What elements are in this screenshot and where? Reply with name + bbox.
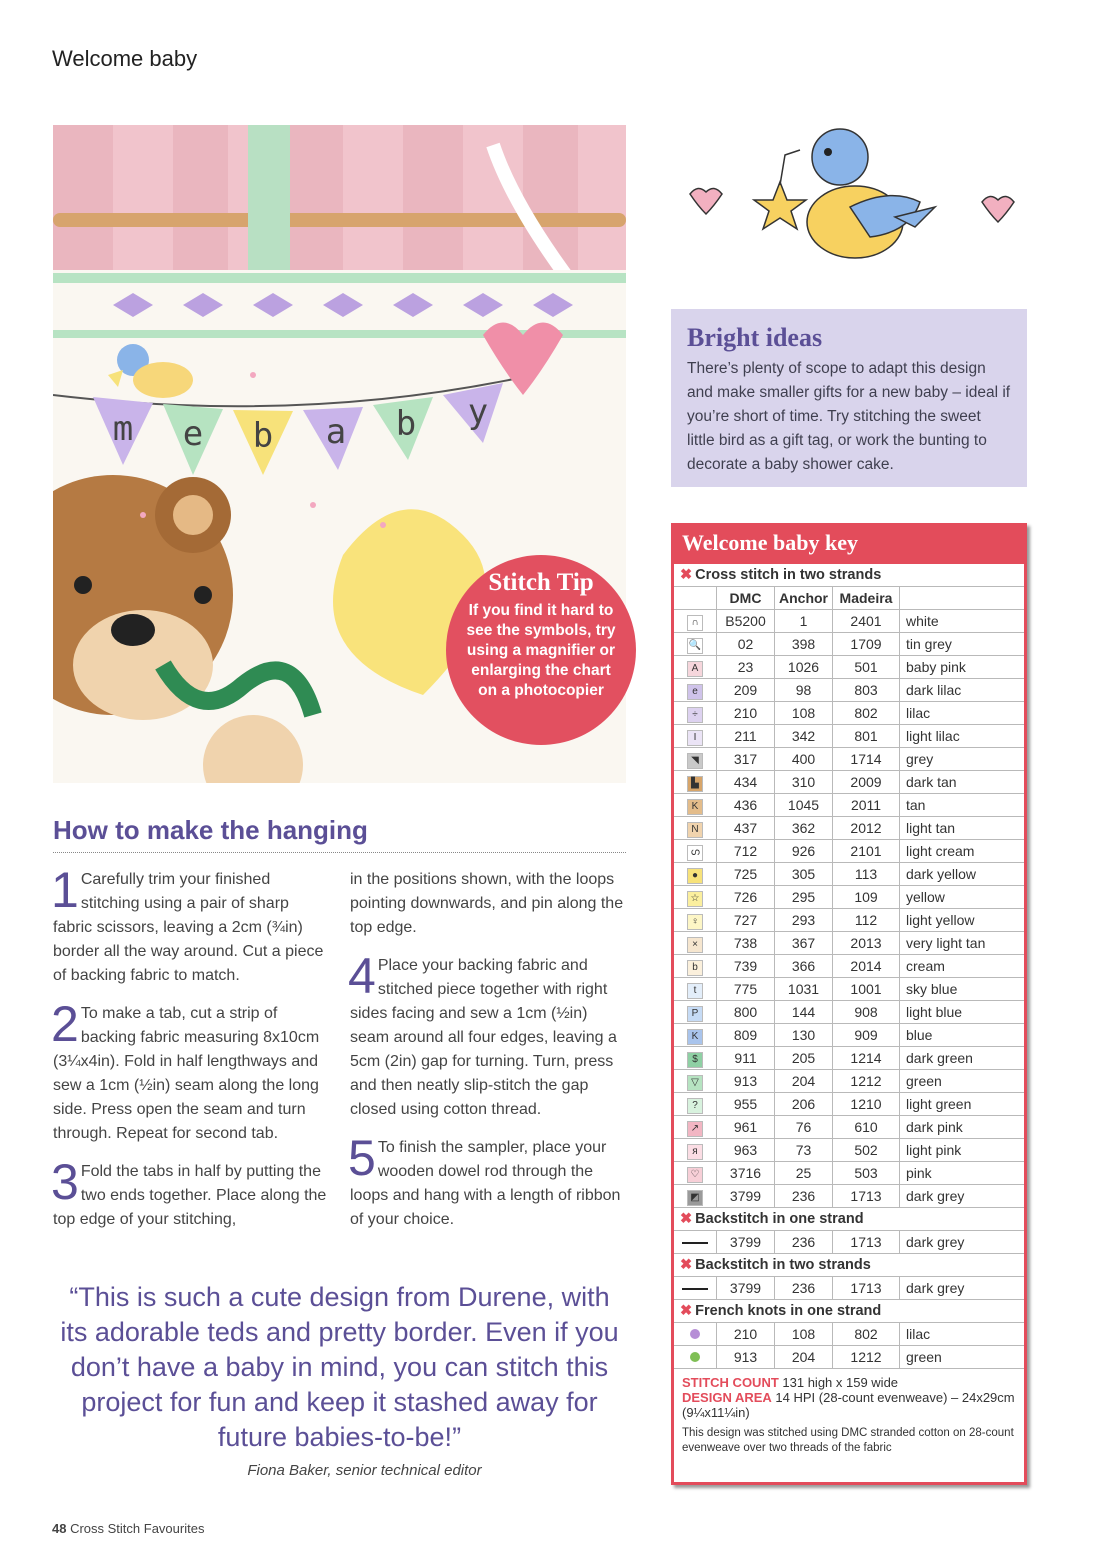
madeira-cell: 2014 (833, 955, 900, 978)
chart-symbol-icon: ◩ (687, 1190, 703, 1206)
stitch-tip-text: If you find it hard to see the symbols, try using a magnifier or enlarging the chart on a photocopier (466, 602, 616, 699)
madeira-cell: 502 (833, 1139, 900, 1162)
key-table (674, 564, 1024, 1369)
howto-column-1 (51, 862, 329, 1246)
madeira-cell: 801 (833, 725, 900, 748)
key-row (674, 840, 1024, 863)
quote-attribution: Fiona Baker, senior technical editor (247, 1462, 482, 1479)
anchor-cell: 926 (775, 840, 833, 863)
chart-symbol-icon: ↗ (687, 1121, 703, 1137)
dmc-cell: 727 (717, 909, 775, 932)
step-text: Place your backing fabric and stitched piece together with right sides facing and sew a 1cm (½in) seam around all four edges, leaving a 5cm (2in) gap for turning. Turn, press and then neatly slip-stitch the gap closed using cotton thread. (350, 957, 617, 1118)
madeira-cell: 2011 (833, 794, 900, 817)
chart-symbol-icon: ♡ (687, 1167, 703, 1183)
colour-name-cell: cream (900, 955, 1025, 978)
key-header-row (674, 587, 1024, 610)
chart-symbol-icon: I (687, 730, 703, 746)
key-row (674, 955, 1024, 978)
colour-name-cell: dark pink (900, 1116, 1025, 1139)
key-footer (674, 1369, 1024, 1462)
step-text: Fold the tabs in half by putting the two ends together. Place along the top edge of your stitching, (53, 1163, 327, 1228)
step-number: 2 (51, 996, 79, 1052)
anchor-cell: 400 (775, 748, 833, 771)
backstitch-line-icon (682, 1242, 708, 1244)
madeira-cell: 803 (833, 679, 900, 702)
symbol-cell (674, 886, 717, 909)
step-number: 1 (51, 862, 79, 918)
colour-name-cell: light lilac (900, 725, 1025, 748)
madeira-cell: 1001 (833, 978, 900, 1001)
stitch-count-value: 131 high x 159 wide (778, 1375, 899, 1390)
symbol-cell (674, 909, 717, 932)
dmc-cell: 436 (717, 794, 775, 817)
design-area-value: 14 HPI (28-count evenweave) – 24x29cm (9¼x11¼in) (682, 1390, 1015, 1420)
symbol-cell (674, 633, 717, 656)
dmc-cell: 961 (717, 1116, 775, 1139)
page-number: 48 (52, 1521, 67, 1536)
page-footer (52, 1521, 204, 1536)
anchor-cell: 204 (775, 1070, 833, 1093)
photo-letter: b (395, 404, 417, 444)
cross-stitch-section (674, 564, 1024, 587)
colour-name-cell: yellow (900, 886, 1025, 909)
colour-name-cell: dark tan (900, 771, 1025, 794)
key-row (674, 633, 1024, 656)
colour-name-cell: pink (900, 1162, 1025, 1185)
dmc-cell: 712 (717, 840, 775, 863)
anchor-cell: 398 (775, 633, 833, 656)
key-row (674, 794, 1024, 817)
pull-quote: “This is such a cute design from Durene, with its adorable teds and pretty border. Even if you don’t have a baby in mind, you can stitch this project for fun and keep it stashed away for future babies-to-be!” (60, 1282, 619, 1452)
anchor-cell: 206 (775, 1093, 833, 1116)
key-row (674, 702, 1024, 725)
howto-step (51, 862, 329, 988)
colour-name-cell: tin grey (900, 633, 1025, 656)
chart-symbol-icon: ♀ (687, 914, 703, 930)
colour-name-cell: lilac (900, 702, 1025, 725)
chart-symbol-icon: ഗ (687, 845, 703, 861)
dmc-cell: 955 (717, 1093, 775, 1116)
colour-name-cell: sky blue (900, 978, 1025, 1001)
howto-step-continued (350, 868, 626, 940)
symbol-cell (674, 1139, 717, 1162)
backstitch-one-section (674, 1208, 1024, 1231)
symbol-cell (674, 656, 717, 679)
dmc-cell: 739 (717, 955, 775, 978)
key-row (674, 610, 1024, 633)
step-text: To finish the sampler, place your wooden dowel rod through the loops and hang with a length of ribbon of your choice. (350, 1139, 621, 1228)
symbol-cell (674, 771, 717, 794)
chart-symbol-icon: N (687, 822, 703, 838)
colour-name-cell: baby pink (900, 656, 1025, 679)
symbol-cell (674, 725, 717, 748)
key-row (674, 771, 1024, 794)
anchor-cell: 1031 (775, 978, 833, 1001)
howto-divider (53, 852, 626, 853)
madeira-cell: 2401 (833, 610, 900, 633)
design-area-label: DESIGN AREA (682, 1390, 772, 1405)
section-label: Backstitch in two strands (695, 1257, 871, 1273)
symbol-cell (674, 1323, 717, 1346)
bright-ideas-title: Bright ideas (687, 323, 823, 352)
madeira-cell: 610 (833, 1116, 900, 1139)
key-row (674, 748, 1024, 771)
colour-name-cell: dark grey (900, 1185, 1025, 1208)
madeira-cell: 1214 (833, 1047, 900, 1070)
dmc-cell: 809 (717, 1024, 775, 1047)
key-row (674, 1047, 1024, 1070)
dmc-header: DMC (717, 587, 775, 610)
colour-name-cell: white (900, 610, 1025, 633)
section-heading (674, 1254, 1024, 1277)
cross-icon: ✖ (680, 1303, 693, 1319)
step-text: in the positions shown, with the loops pointing downwards, and pin along the top edge. (350, 871, 624, 936)
key-row (674, 817, 1024, 840)
symbol-cell (674, 978, 717, 1001)
key-row (674, 1162, 1024, 1185)
chart-symbol-icon: 🔍 (687, 638, 703, 654)
madeira-cell: 113 (833, 863, 900, 886)
dmc-cell: 437 (717, 817, 775, 840)
step-number: 4 (348, 948, 376, 1004)
key-row (674, 1277, 1024, 1300)
section-label: French knots in one strand (695, 1303, 882, 1319)
stitch-tip-title: Stitch Tip (488, 569, 594, 596)
photo-letter: y (467, 392, 489, 432)
key-row (674, 1323, 1024, 1346)
colour-name-cell: dark grey (900, 1231, 1025, 1254)
anchor-cell: 367 (775, 932, 833, 955)
chart-symbol-icon: K (687, 1029, 703, 1045)
anchor-cell: 295 (775, 886, 833, 909)
anchor-cell: 236 (775, 1231, 833, 1254)
chart-symbol-icon: ∩ (687, 615, 703, 631)
key-row (674, 725, 1024, 748)
section-heading (674, 1300, 1024, 1323)
madeira-cell: 2013 (833, 932, 900, 955)
colour-name-cell: blue (900, 1024, 1025, 1047)
madeira-cell: 2101 (833, 840, 900, 863)
symbol-cell (674, 1185, 717, 1208)
dmc-cell: 210 (717, 702, 775, 725)
symbol-cell (674, 1047, 717, 1070)
dmc-cell: 775 (717, 978, 775, 1001)
chart-symbol-icon: ● (687, 868, 703, 884)
dmc-cell: 726 (717, 886, 775, 909)
chart-symbol-icon: ☆ (687, 891, 703, 907)
symbol-cell (674, 1001, 717, 1024)
dmc-cell: 963 (717, 1139, 775, 1162)
magazine-name: Cross Stitch Favourites (66, 1521, 205, 1536)
bird-illustration (670, 122, 1026, 272)
symbol-cell (674, 1277, 717, 1300)
photo-letter: a (325, 412, 347, 452)
key-row (674, 1070, 1024, 1093)
section-label: Cross stitch in two strands (695, 567, 882, 583)
dmc-cell: 913 (717, 1346, 775, 1369)
dmc-cell: B5200 (717, 610, 775, 633)
key-row (674, 679, 1024, 702)
symbol-cell (674, 702, 717, 725)
french-knot-dot-icon (690, 1352, 700, 1362)
key-row (674, 863, 1024, 886)
dmc-cell: 209 (717, 679, 775, 702)
colour-name-cell: tan (900, 794, 1025, 817)
key-row (674, 1116, 1024, 1139)
anchor-cell: 76 (775, 1116, 833, 1139)
howto-step (51, 996, 329, 1146)
anchor-cell: 98 (775, 679, 833, 702)
howto-step (348, 948, 626, 1122)
chart-symbol-icon: ▙ (687, 776, 703, 792)
chart-symbol-icon: ? (687, 1098, 703, 1114)
chart-symbol-icon: K (687, 799, 703, 815)
name-header (900, 587, 1025, 610)
madeira-cell: 1212 (833, 1070, 900, 1093)
madeira-cell: 1713 (833, 1231, 900, 1254)
anchor-cell: 108 (775, 702, 833, 725)
symbol-cell (674, 932, 717, 955)
chart-symbol-icon: A (687, 661, 703, 677)
key-row (674, 1346, 1024, 1369)
anchor-cell: 144 (775, 1001, 833, 1024)
anchor-cell: 362 (775, 817, 833, 840)
madeira-cell: 802 (833, 1323, 900, 1346)
anchor-cell: 205 (775, 1047, 833, 1070)
colour-name-cell: dark grey (900, 1277, 1025, 1300)
symbol-cell (674, 610, 717, 633)
madeira-cell: 1709 (833, 633, 900, 656)
howto-step (51, 1154, 329, 1232)
madeira-header: Madeira (833, 587, 900, 610)
colour-name-cell: light tan (900, 817, 1025, 840)
anchor-cell: 1 (775, 610, 833, 633)
step-text: To make a tab, cut a strip of backing fabric measuring 8x10cm (3¼x4in). Fold in half lengthways and sew a 1cm (½in) seam along the long side. Press open the seam and turn through. Repeat for second tab. (53, 1005, 320, 1142)
howto-column-2 (350, 868, 626, 1246)
key-title: Welcome baby key (674, 526, 1024, 564)
symbol-cell (674, 1116, 717, 1139)
madeira-cell: 1713 (833, 1185, 900, 1208)
key-row (674, 978, 1024, 1001)
key-row (674, 1231, 1024, 1254)
key-row (674, 1185, 1024, 1208)
symbol-cell (674, 1346, 717, 1369)
french-knots-section (674, 1300, 1024, 1323)
symbol-header (674, 587, 717, 610)
symbol-cell (674, 1024, 717, 1047)
symbol-cell (674, 840, 717, 863)
chart-symbol-icon: ▽ (687, 1075, 703, 1091)
photo-letter: m (112, 409, 134, 449)
chart-symbol-icon: e (687, 684, 703, 700)
chart-symbol-icon: t (687, 983, 703, 999)
chart-symbol-icon: b (687, 960, 703, 976)
key-row (674, 909, 1024, 932)
chart-symbol-icon: ÷ (687, 707, 703, 723)
dmc-cell: 738 (717, 932, 775, 955)
section-heading (674, 564, 1024, 587)
symbol-cell (674, 1162, 717, 1185)
colour-name-cell: dark lilac (900, 679, 1025, 702)
madeira-cell: 908 (833, 1001, 900, 1024)
dmc-cell: 434 (717, 771, 775, 794)
key-row (674, 932, 1024, 955)
anchor-cell: 305 (775, 863, 833, 886)
symbol-cell (674, 955, 717, 978)
dmc-cell: 210 (717, 1323, 775, 1346)
anchor-cell: 342 (775, 725, 833, 748)
madeira-cell: 503 (833, 1162, 900, 1185)
anchor-cell: 366 (775, 955, 833, 978)
step-number: 5 (348, 1130, 376, 1186)
dmc-cell: 211 (717, 725, 775, 748)
chart-symbol-icon: ◥ (687, 753, 703, 769)
colour-name-cell: light green (900, 1093, 1025, 1116)
madeira-cell: 2009 (833, 771, 900, 794)
dmc-cell: 913 (717, 1070, 775, 1093)
colour-name-cell: dark yellow (900, 863, 1025, 886)
thread-key (671, 523, 1027, 1485)
key-row (674, 886, 1024, 909)
colour-name-cell: lilac (900, 1323, 1025, 1346)
stitch-count-label: STITCH COUNT (682, 1375, 779, 1390)
anchor-cell: 236 (775, 1277, 833, 1300)
madeira-cell: 1713 (833, 1277, 900, 1300)
cross-icon: ✖ (680, 1211, 693, 1227)
key-row (674, 656, 1024, 679)
dmc-cell: 317 (717, 748, 775, 771)
chart-symbol-icon: × (687, 937, 703, 953)
chart-symbol-icon: $ (687, 1052, 703, 1068)
symbol-cell (674, 1093, 717, 1116)
symbol-cell (674, 794, 717, 817)
colour-name-cell: light cream (900, 840, 1025, 863)
howto-step (348, 1130, 626, 1232)
symbol-cell (674, 863, 717, 886)
colour-name-cell: light yellow (900, 909, 1025, 932)
stitch-tip-badge (446, 555, 636, 745)
symbol-cell (674, 748, 717, 771)
dmc-cell: 3799 (717, 1277, 775, 1300)
symbol-cell (674, 1070, 717, 1093)
backstitch-two-section (674, 1254, 1024, 1277)
step-text: Carefully trim your finished stitching using a pair of sharp fabric scissors, leaving a 2cm (¾in) border all the way around. Cut a piece of backing fabric to match. (53, 871, 324, 984)
colour-name-cell: grey (900, 748, 1025, 771)
dmc-cell: 3799 (717, 1185, 775, 1208)
anchor-cell: 73 (775, 1139, 833, 1162)
chart-symbol-icon: я (687, 1144, 703, 1160)
key-row (674, 1001, 1024, 1024)
key-note: This design was stitched using DMC stranded cotton on 28-count evenweave over two threads of the fabric (682, 1427, 1014, 1454)
colour-name-cell: dark green (900, 1047, 1025, 1070)
dmc-cell: 911 (717, 1047, 775, 1070)
colour-name-cell: green (900, 1070, 1025, 1093)
french-knot-dot-icon (690, 1329, 700, 1339)
madeira-cell: 1714 (833, 748, 900, 771)
anchor-header: Anchor (775, 587, 833, 610)
cross-icon: ✖ (680, 567, 693, 583)
madeira-cell: 112 (833, 909, 900, 932)
symbol-cell (674, 679, 717, 702)
colour-name-cell: light pink (900, 1139, 1025, 1162)
section-heading (674, 1208, 1024, 1231)
symbol-cell (674, 1231, 717, 1254)
dmc-cell: 3799 (717, 1231, 775, 1254)
anchor-cell: 130 (775, 1024, 833, 1047)
madeira-cell: 802 (833, 702, 900, 725)
anchor-cell: 293 (775, 909, 833, 932)
dmc-cell: 02 (717, 633, 775, 656)
key-row (674, 1024, 1024, 1047)
howto-title: How to make the hanging (53, 815, 368, 845)
symbol-cell (674, 817, 717, 840)
bright-ideas-box (671, 309, 1027, 487)
photo-letter: e (182, 414, 204, 454)
anchor-cell: 25 (775, 1162, 833, 1185)
anchor-cell: 236 (775, 1185, 833, 1208)
cross-icon: ✖ (680, 1257, 693, 1273)
backstitch-line-icon (682, 1288, 708, 1290)
anchor-cell: 108 (775, 1323, 833, 1346)
step-number: 3 (51, 1154, 79, 1210)
madeira-cell: 1212 (833, 1346, 900, 1369)
madeira-cell: 501 (833, 656, 900, 679)
madeira-cell: 109 (833, 886, 900, 909)
colour-name-cell: light blue (900, 1001, 1025, 1024)
anchor-cell: 1045 (775, 794, 833, 817)
key-row (674, 1139, 1024, 1162)
dmc-cell: 725 (717, 863, 775, 886)
madeira-cell: 909 (833, 1024, 900, 1047)
madeira-cell: 2012 (833, 817, 900, 840)
dmc-cell: 3716 (717, 1162, 775, 1185)
photo-letter: b (252, 416, 274, 456)
dmc-cell: 800 (717, 1001, 775, 1024)
page-header-title: Welcome baby (52, 46, 198, 71)
dmc-cell: 23 (717, 656, 775, 679)
key-row (674, 1093, 1024, 1116)
chart-symbol-icon: P (687, 1006, 703, 1022)
anchor-cell: 1026 (775, 656, 833, 679)
section-label: Backstitch in one strand (695, 1211, 864, 1227)
madeira-cell: 1210 (833, 1093, 900, 1116)
colour-name-cell: green (900, 1346, 1025, 1369)
anchor-cell: 204 (775, 1346, 833, 1369)
colour-name-cell: very light tan (900, 932, 1025, 955)
anchor-cell: 310 (775, 771, 833, 794)
bright-ideas-text: There’s plenty of scope to adapt this design and make smaller gifts for a new baby – ideal if you’re short of time. Try stitching the sweet little bird as a gift tag, or work the bunting to decorate a baby shower cake. (687, 360, 1011, 473)
